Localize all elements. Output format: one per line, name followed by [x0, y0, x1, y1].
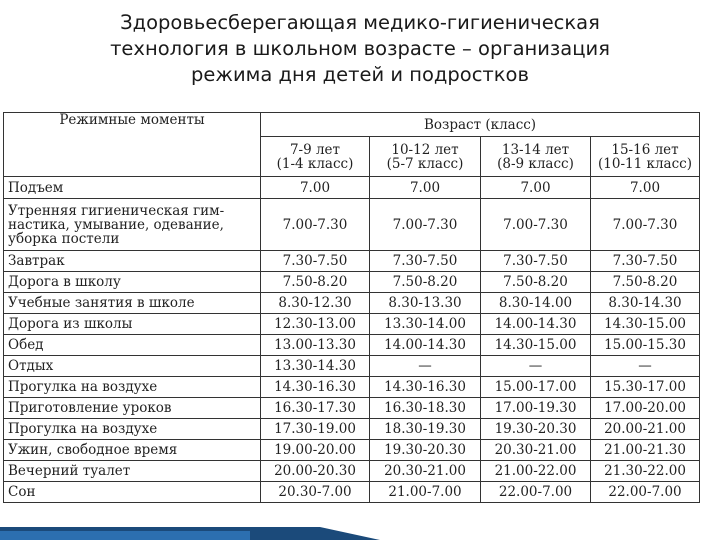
time-cell: 18.30-19.30 — [370, 419, 481, 440]
time-cell: 16.30-17.30 — [261, 398, 370, 419]
time-cell: 19.30-20.30 — [370, 440, 481, 461]
activity-line: Дорога в школу — [8, 274, 121, 290]
activity-line: Обед — [8, 337, 44, 353]
time-cell: 7.50-8.20 — [370, 272, 481, 293]
activity-line: Утренняя гигиеническая гим- — [8, 202, 225, 219]
activity-cell — [4, 482, 261, 503]
age-group-header — [261, 137, 370, 177]
time-cell: 7.50-8.20 — [591, 272, 700, 293]
age-group-header — [481, 137, 591, 177]
activity-line: Сон — [8, 484, 36, 500]
time-cell: 14.00-14.30 — [481, 314, 591, 335]
age-group-grade: (5-7 класс) — [386, 155, 464, 172]
time-cell: 7.00 — [370, 177, 481, 199]
age-group-grade: (8-9 класс) — [497, 155, 574, 172]
time-cell: — — [370, 356, 481, 377]
time-cell: 14.00-14.30 — [370, 335, 481, 356]
age-group-age: 15-16 лет — [611, 141, 679, 158]
age-group-age: 10-12 лет — [391, 141, 459, 158]
time-cell: 19.00-20.00 — [261, 440, 370, 461]
activity-cell — [4, 272, 261, 293]
activity-line: Завтрак — [8, 253, 65, 269]
time-cell: 14.30-16.30 — [370, 377, 481, 398]
time-cell: 17.00-19.30 — [481, 398, 591, 419]
age-group-header — [591, 137, 700, 177]
time-cell: 8.30-13.30 — [370, 293, 481, 314]
time-cell: 15.30-17.00 — [591, 377, 700, 398]
time-cell: 15.00-15.30 — [591, 335, 700, 356]
time-cell: 7.00 — [261, 177, 370, 199]
activity-line: Вечерний туалет — [8, 463, 131, 479]
table-row — [4, 440, 700, 461]
time-cell: 20.30-21.00 — [481, 440, 591, 461]
title-line-2: технология в школьном возрасте – организация — [110, 37, 610, 60]
time-cell: 7.00 — [481, 177, 591, 199]
time-cell: 7.00-7.30 — [591, 199, 700, 251]
table-row — [4, 356, 700, 377]
table-row — [4, 199, 700, 251]
time-cell: 14.30-15.00 — [591, 314, 700, 335]
time-cell: 7.30-7.50 — [591, 251, 700, 272]
table-row — [4, 177, 700, 199]
activity-cell — [4, 398, 261, 419]
activity-line: Отдых — [8, 358, 54, 374]
time-cell: 7.00-7.30 — [261, 199, 370, 251]
age-group-grade: (10-11 класс) — [598, 155, 692, 172]
table-row — [4, 461, 700, 482]
time-cell: 17.30-19.00 — [261, 419, 370, 440]
decor-bottom-bar-accent — [0, 531, 250, 540]
time-cell: 7.00-7.30 — [370, 199, 481, 251]
time-cell: 15.00-17.00 — [481, 377, 591, 398]
time-cell: — — [481, 356, 591, 377]
table-row — [4, 272, 700, 293]
activity-cell — [4, 377, 261, 398]
table-row — [4, 419, 700, 440]
time-cell: 22.00-7.00 — [591, 482, 700, 503]
time-cell: 19.30-20.30 — [481, 419, 591, 440]
age-group-header — [370, 137, 481, 177]
time-cell: 14.30-15.00 — [481, 335, 591, 356]
table-row — [4, 314, 700, 335]
time-cell: — — [591, 356, 700, 377]
activity-cell — [4, 419, 261, 440]
activity-cell — [4, 293, 261, 314]
decor-bottom-wedge — [320, 527, 380, 540]
activity-cell — [4, 335, 261, 356]
table-row — [4, 335, 700, 356]
time-cell: 12.30-13.00 — [261, 314, 370, 335]
table-row — [4, 482, 700, 503]
activity-cell — [4, 199, 261, 251]
activity-cell — [4, 314, 261, 335]
activity-line: Ужин, свободное время — [8, 442, 178, 458]
time-cell: 7.50-8.20 — [481, 272, 591, 293]
time-cell: 13.30-14.30 — [261, 356, 370, 377]
time-cell: 21.00-22.00 — [481, 461, 591, 482]
activity-line: настика, умывание, одевание, — [8, 216, 224, 233]
time-cell: 7.30-7.50 — [481, 251, 591, 272]
activity-line: Подъем — [8, 179, 64, 196]
header-age: Возраст (класс) — [261, 113, 700, 137]
activity-line: уборка постели — [8, 230, 120, 247]
activity-line: Прогулка на воздухе — [8, 421, 158, 437]
age-group-grade: (1-4 класс) — [276, 155, 354, 172]
time-cell: 20.30-21.00 — [370, 461, 481, 482]
activity-line: Дорога из школы — [8, 316, 133, 332]
time-cell: 16.30-18.30 — [370, 398, 481, 419]
title-line-1: Здоровьесберегающая медико-гигиеническая — [120, 11, 600, 34]
time-cell: 21.00-7.00 — [370, 482, 481, 503]
time-cell: 7.00 — [591, 177, 700, 199]
time-cell: 21.30-22.00 — [591, 461, 700, 482]
table-row — [4, 377, 700, 398]
activity-cell — [4, 356, 261, 377]
time-cell: 17.00-20.00 — [591, 398, 700, 419]
header-activity: Режимные моменты — [4, 113, 261, 177]
time-cell: 20.00-21.00 — [591, 419, 700, 440]
time-cell: 8.30-14.30 — [591, 293, 700, 314]
time-cell: 20.00-20.30 — [261, 461, 370, 482]
title-line-3: режима дня детей и подростков — [191, 63, 529, 86]
activity-line: Учебные занятия в школе — [8, 295, 195, 311]
table-row — [4, 398, 700, 419]
page-title — [0, 10, 720, 88]
time-cell: 22.00-7.00 — [481, 482, 591, 503]
time-cell: 7.30-7.50 — [261, 251, 370, 272]
activity-cell — [4, 440, 261, 461]
age-group-age: 13-14 лет — [501, 141, 570, 158]
activity-cell — [4, 177, 261, 199]
time-cell: 21.00-21.30 — [591, 440, 700, 461]
table-row — [4, 293, 700, 314]
table-row — [4, 251, 700, 272]
activity-cell — [4, 461, 261, 482]
time-cell: 13.00-13.30 — [261, 335, 370, 356]
time-cell: 8.30-14.00 — [481, 293, 591, 314]
activity-line: Приготовление уроков — [8, 400, 172, 416]
activity-cell — [4, 251, 261, 272]
time-cell: 7.00-7.30 — [481, 199, 591, 251]
time-cell: 8.30-12.30 — [261, 293, 370, 314]
schedule-table — [3, 112, 700, 503]
time-cell: 7.50-8.20 — [261, 272, 370, 293]
age-group-age: 7-9 лет — [289, 141, 341, 158]
time-cell: 14.30-16.30 — [261, 377, 370, 398]
activity-line: Прогулка на воздухе — [8, 379, 158, 395]
time-cell: 7.30-7.50 — [370, 251, 481, 272]
time-cell: 13.30-14.00 — [370, 314, 481, 335]
time-cell: 20.30-7.00 — [261, 482, 370, 503]
